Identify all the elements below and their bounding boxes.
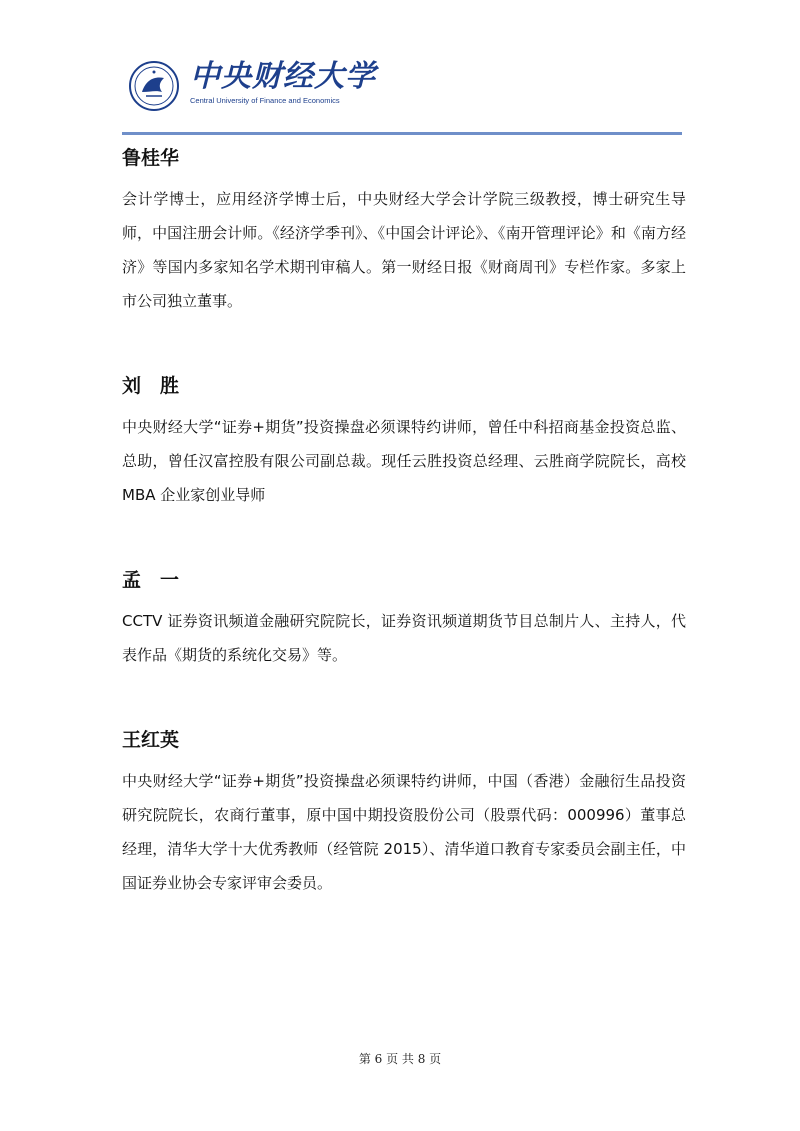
university-name-en: Central University of Finance and Economics xyxy=(190,96,340,105)
person-name: 王红英 xyxy=(122,729,180,751)
person-entry xyxy=(122,142,686,318)
person-entry xyxy=(122,370,686,512)
person-name: 鲁桂华 xyxy=(122,147,180,169)
university-name-cn: 中央财经大学 xyxy=(190,59,376,94)
person-entry xyxy=(122,724,686,900)
page-number: 第 6 页 共 8 页 xyxy=(358,1052,442,1066)
header-divider xyxy=(122,132,682,135)
person-name: 刘 胜 xyxy=(122,375,180,397)
document-body xyxy=(122,142,686,900)
person-entry xyxy=(122,564,686,672)
person-name: 孟 一 xyxy=(122,569,180,591)
person-bio: 会计学博士，应用经济学博士后，中央财经大学会计学院三级教授，博士研究生导师，中国注册会计师。《经济学季刊》、《中国会计评论》、《南开管理评论》和《南方经济》等国内多家知名学术期刊审稿人。第一财经日报《财商周刊》专栏作家。多家上市公司独立董事。 xyxy=(122,190,686,310)
person-bio: CCTV 证券资讯频道金融研究院院长，证券资讯频道期货节目总制片人、主持人，代表作品《期货的系统化交易》等。 xyxy=(122,612,686,664)
university-seal-icon xyxy=(128,60,180,112)
person-bio: 中央财经大学“证券+期货”投资操盘必须课特约讲师，曾任中科招商基金投资总监、总助，曾任汉富控股有限公司副总裁。现任云胜投资总经理、云胜商学院院长，高校 MBA 企业家创业导师 xyxy=(122,418,686,504)
page-header xyxy=(122,52,682,136)
person-bio: 中央财经大学“证券+期货”投资操盘必须课特约讲师，中国（香港）金融衍生品投资研究院院长，农商行董事，原中国中期投资股份公司（股票代码：000996）董事总经理，清华大学十大优秀教师（经管院 2015）、清华道口教育专家委员会副主任，中国证券业协会专家评审会委员。 xyxy=(122,772,686,892)
